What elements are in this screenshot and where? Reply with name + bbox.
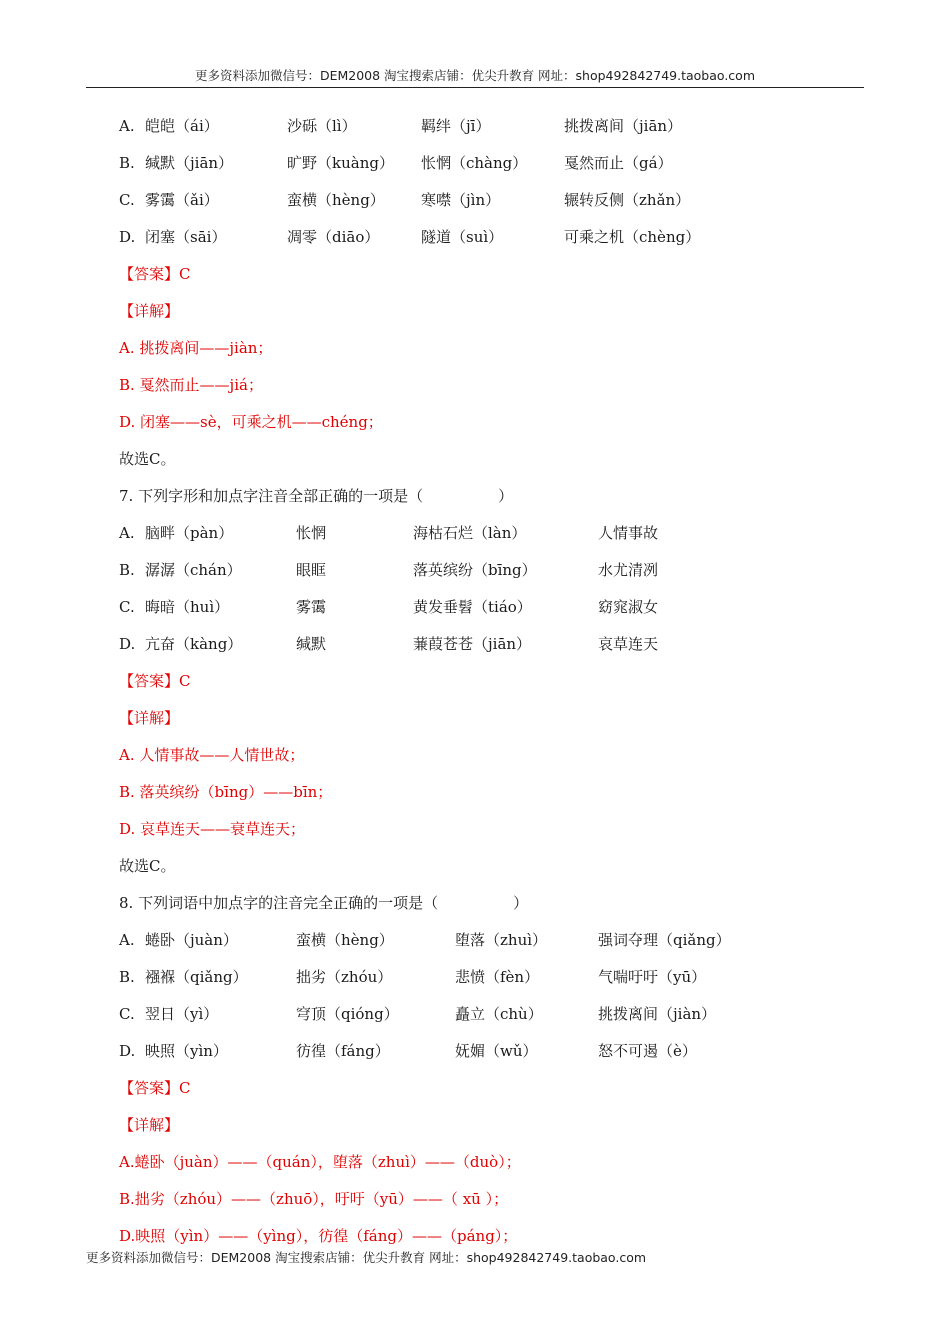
option-item: 气喘吁吁（yū） [598, 968, 707, 986]
answer-value: C [179, 265, 191, 283]
option-letter: A. [119, 524, 135, 542]
option-item: 怅惘（chàng） [421, 154, 528, 172]
detail-heading [119, 1107, 849, 1144]
option-item: 映照（yìn） [145, 1042, 228, 1060]
answer-value: C [179, 1079, 191, 1097]
option-row [119, 996, 849, 1033]
option-item: 雾霭 [296, 598, 327, 616]
option-row [119, 515, 849, 552]
option-letter: C. [119, 598, 135, 616]
detail-tag: 【详解】 [119, 1116, 180, 1134]
option-item: 落英缤纷（bīng） [413, 561, 537, 579]
page-header: 更多资料添加微信号：DEM2008 淘宝搜索店铺：优尖升教育 网址：shop492842749.taobao.com [194, 68, 756, 83]
option-letter: D. [119, 635, 136, 653]
option-item: 挑拨离间（jiān） [564, 117, 683, 135]
option-item: 怒不可遏（è） [598, 1042, 697, 1060]
question-stem: 8. 下列词语中加点字的注音完全正确的一项是（ ） [119, 894, 529, 912]
option-letter: D. [119, 1042, 136, 1060]
document-body [119, 108, 849, 1255]
option-row [119, 552, 849, 589]
option-item: 悲愤（fèn） [455, 968, 540, 986]
detail-tag: 【详解】 [119, 302, 180, 320]
option-item: 旷野（kuàng） [287, 154, 394, 172]
detail-line: B. 落英缤纷（bīng）——bīn； [119, 783, 333, 801]
option-row [119, 182, 849, 219]
option-item: 窈窕淑女 [598, 598, 659, 616]
detail-line: A.蜷卧（juàn）——（quán），堕落（zhuì）——（duò）； [119, 1153, 521, 1171]
detail-heading [119, 700, 849, 737]
option-item: 矗立（chù） [455, 1005, 543, 1023]
detail-line: B. 戛然而止——jiá； [119, 376, 263, 394]
option-item: 沙砾（lì） [287, 117, 357, 135]
option-row [119, 145, 849, 182]
answer-tag: 【答案】 [119, 265, 180, 283]
option-item: 蜷卧（juàn） [145, 931, 238, 949]
option-row [119, 589, 849, 626]
conclusion-line: 故选C。 [119, 450, 176, 468]
option-item: 辗转反侧（zhǎn） [564, 191, 691, 209]
option-item: 怅惘 [296, 524, 327, 542]
option-item: 雾霭（ǎi） [145, 191, 219, 209]
option-item: 哀草连天 [598, 635, 659, 653]
detail-tag: 【详解】 [119, 709, 180, 727]
option-item: 蛮横（hèng） [296, 931, 394, 949]
detail-line: A. 挑拨离间——jiàn； [119, 339, 273, 357]
option-row [119, 626, 849, 663]
detail-heading [119, 293, 849, 330]
page-footer: 更多资料添加微信号：DEM2008 淘宝搜索店铺：优尖升教育 网址：shop492842749.taobao.com [86, 1250, 647, 1265]
conclusion-line: 故选C。 [119, 857, 176, 875]
option-letter: C. [119, 191, 135, 209]
option-item: 黄发垂髫（tiáo） [413, 598, 532, 616]
option-item: 堕落（zhuì） [455, 931, 548, 949]
option-item: 脑畔（pàn） [145, 524, 234, 542]
option-item: 挑拨离间（jiàn） [598, 1005, 717, 1023]
option-row [119, 108, 849, 145]
option-item: 潺潺（chán） [145, 561, 242, 579]
option-item: 妩媚（wǔ） [455, 1042, 538, 1060]
option-letter: B. [119, 561, 135, 579]
option-letter: B. [119, 154, 135, 172]
option-item: 寒噤（jìn） [421, 191, 501, 209]
detail-line: A. 人情事故——人情世故； [119, 746, 305, 764]
option-item: 强词夺理（qiǎng） [598, 931, 731, 949]
question-stem: 7. 下列字形和加点字注音全部正确的一项是（ ） [119, 487, 514, 505]
option-item: 羁绊（jī） [421, 117, 491, 135]
option-row [119, 959, 849, 996]
option-item: 缄默 [296, 635, 327, 653]
option-row [119, 219, 849, 256]
detail-line: D. 闭塞——sè，可乘之机——chéng； [119, 413, 383, 431]
header-divider [86, 87, 864, 88]
option-item: 闭塞（sāi） [145, 228, 227, 246]
option-item: 凋零（diāo） [287, 228, 380, 246]
option-item: 眼眶 [296, 561, 327, 579]
detail-line: D.映照（yìn）——（yìng），彷徨（fáng）——（páng）； [119, 1227, 518, 1245]
option-item: 隧道（suì） [421, 228, 504, 246]
option-letter: C. [119, 1005, 135, 1023]
option-item: 亢奋（kàng） [145, 635, 243, 653]
option-item: 拙劣（zhóu） [296, 968, 393, 986]
option-item: 蒹葭苍苍（jiān） [413, 635, 532, 653]
answer-line [119, 1070, 849, 1107]
answer-value: C [179, 672, 191, 690]
detail-line: B.拙劣（zhóu）——（zhuō），吁吁（yū）——（ xū ）； [119, 1190, 509, 1208]
option-item: 人情事故 [598, 524, 659, 542]
option-letter: D. [119, 228, 136, 246]
option-item: 皑皑（ái） [145, 117, 219, 135]
option-row [119, 922, 849, 959]
answer-line [119, 256, 849, 293]
answer-tag: 【答案】 [119, 1079, 180, 1097]
answer-line [119, 663, 849, 700]
option-item: 可乘之机（chèng） [564, 228, 701, 246]
option-letter: B. [119, 968, 135, 986]
option-letter: A. [119, 931, 135, 949]
detail-line: D. 哀草连天——衰草连天； [119, 820, 306, 838]
option-row [119, 1033, 849, 1070]
option-item: 翌日（yì） [145, 1005, 219, 1023]
option-item: 彷徨（fáng） [296, 1042, 390, 1060]
option-letter: A. [119, 117, 135, 135]
option-item: 襁褓（qiǎng） [145, 968, 248, 986]
option-item: 穹顶（qióng） [296, 1005, 399, 1023]
option-item: 晦暗（huì） [145, 598, 230, 616]
option-item: 戛然而止（gá） [564, 154, 673, 172]
option-item: 水尤清冽 [598, 561, 659, 579]
answer-tag: 【答案】 [119, 672, 180, 690]
option-item: 蛮横（hèng） [287, 191, 385, 209]
option-item: 缄默（jiān） [145, 154, 234, 172]
option-item: 海枯石烂（làn） [413, 524, 527, 542]
